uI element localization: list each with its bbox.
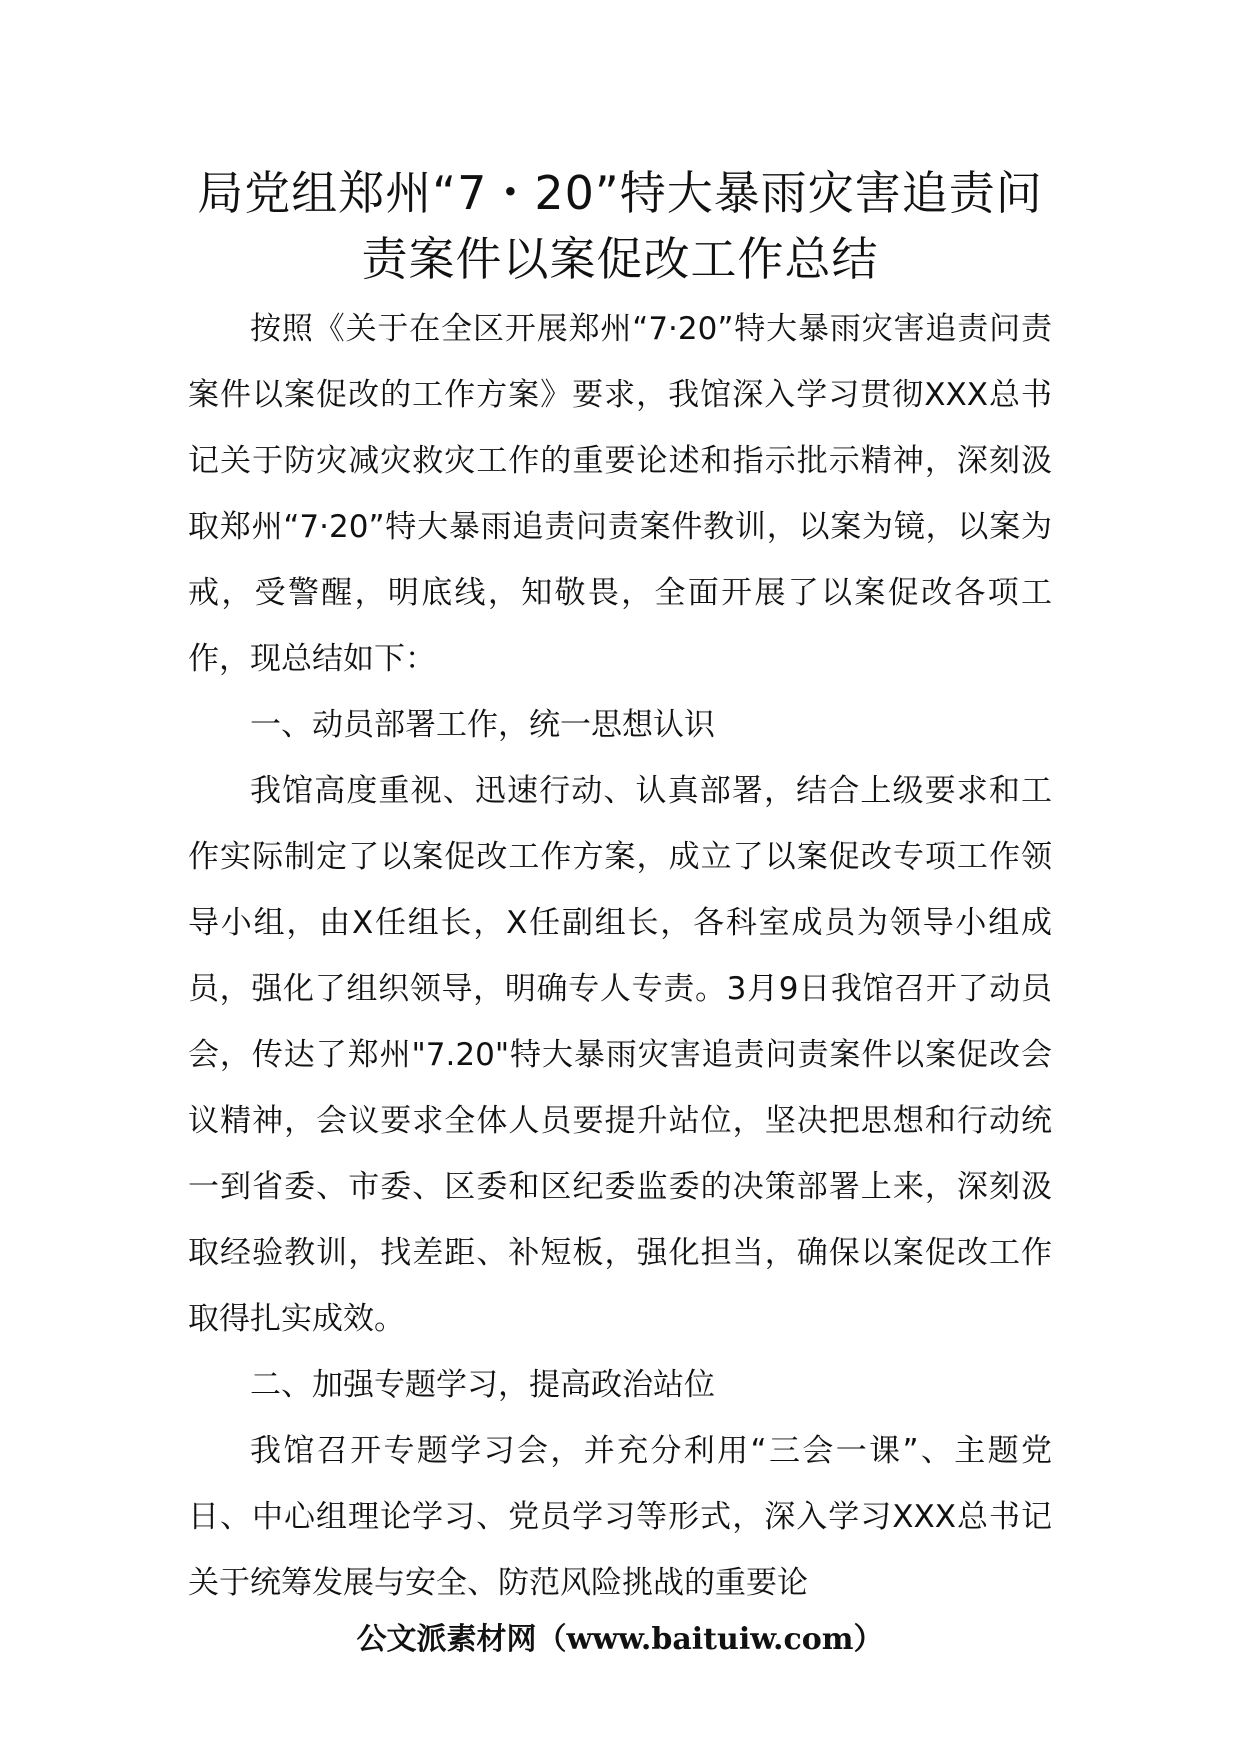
source-watermark-footer: 公文派素材网（www.baituiw.com） xyxy=(356,1622,884,1657)
document-title xyxy=(160,160,1080,292)
section-heading-1: 一、动员部署工作，统一思想认识 xyxy=(250,707,715,743)
intro-paragraph: 按照《关于在全区开展郑州“7·20”特大暴雨灾害追责问责案件以案促改的工作方案》要求，我馆深入学习贯彻XXX总书记关于防灾减灾救灾工作的重要论述和指示批示精神，深刻汲取郑州“7·20”特大暴雨追责问责案件教训，以案为镜，以案为戒，受警醒，明底线，知敬畏，全面开展了以案促改各项工作，现总结如下： xyxy=(188,311,1052,677)
section-1-paragraph: 我馆高度重视、迅速行动、认真部署，结合上级要求和工作实际制定了以案促改工作方案，成立了以案促改专项工作领导小组，由X任组长，X任副组长，各科室成员为领导小组成员，强化了组织领导，明确专人专责。3月9日我馆召开了动员会，传达了郑州"7.20"特大暴雨灾害追责问责案件以案促改会议精神，会议要求全体人员要提升站位，坚决把思想和行动统一到省委、市委、区委和区纪委监委的决策部署上来，深刻汲取经验教训，找差距、补短板，强化担当，确保以案促改工作取得扎实成效。 xyxy=(188,773,1052,1337)
section-heading-2: 二、加强专题学习，提高政治站位 xyxy=(250,1367,715,1403)
section-2-paragraph: 我馆召开专题学习会，并充分利用“三会一课”、主题党日、中心组理论学习、党员学习等形式，深入学习XXX总书记关于统筹发展与安全、防范风险挑战的重要论 xyxy=(188,1433,1052,1601)
document-body xyxy=(188,296,1052,1616)
title-line-2: 责案件以案促改工作总结 xyxy=(361,232,879,286)
title-line-1: 局党组郑州“7・20”特大暴雨灾害追责问 xyxy=(197,166,1043,220)
